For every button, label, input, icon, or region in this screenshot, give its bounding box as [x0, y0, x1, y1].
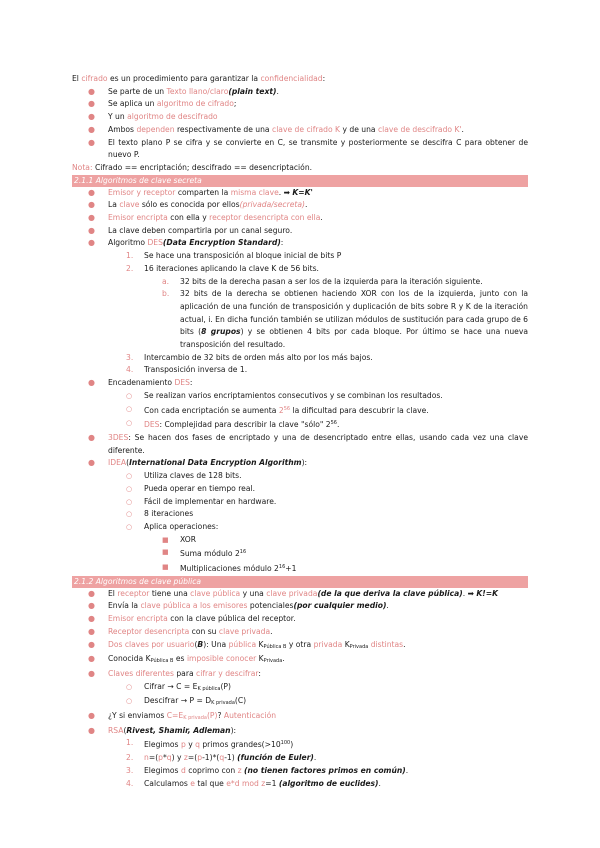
- list-item: [72, 237, 528, 250]
- step-number: 2.: [126, 753, 134, 763]
- text: International Data Encryption Algorithm: [129, 458, 302, 468]
- text: Se aplica un: [108, 99, 155, 109]
- text: respectivamente de una: [176, 124, 270, 134]
- note-paragraph: [72, 162, 528, 175]
- text: Se hace una transposición al bloque inicial de bits P: [144, 251, 342, 261]
- text: 8 iteraciones: [144, 509, 194, 519]
- list-item: [72, 86, 528, 99]
- bullet-icon: ●: [88, 654, 95, 664]
- text: Con cada encriptación se aumenta: [144, 405, 277, 415]
- text: C=E: [166, 711, 184, 721]
- text: :: [322, 74, 326, 83]
- list-item: [72, 521, 528, 534]
- list-item: [72, 653, 528, 668]
- text: algoritmo de descifrado: [127, 112, 218, 122]
- text: clave pública a los emisores: [140, 601, 248, 611]
- text: q: [166, 753, 172, 763]
- note-text: Cifrado == encriptación; descifrado == desencriptación.: [94, 162, 313, 172]
- text: .: [270, 626, 273, 636]
- text: ) y se obtienen 4 bits por cada bloque. Por último se hace una nueva transposición del resultado.: [180, 327, 529, 350]
- text: Claves diferentes: [108, 668, 174, 678]
- text: Intercambio de 32 bits de orden más alto por los más bajos.: [144, 352, 373, 362]
- text: DES: [144, 420, 160, 430]
- bullet-icon: ●: [88, 725, 95, 735]
- text: e: [190, 778, 195, 788]
- bullet-icon: ●: [88, 124, 95, 134]
- bullet-icon: ●: [88, 187, 95, 197]
- list-item: [72, 737, 528, 752]
- text: potenciales: [249, 601, 294, 611]
- text: ?: [217, 711, 222, 721]
- text: ): [290, 740, 294, 750]
- text: receptor desencripta con ella: [209, 213, 321, 223]
- subscript: K privada: [211, 700, 235, 707]
- text: Elegimos: [144, 740, 179, 750]
- circle-bullet-icon: ○: [126, 510, 133, 519]
- circle-bullet-icon: ○: [126, 391, 133, 400]
- text: Se parte de un: [108, 86, 165, 96]
- text: e*d mod z: [226, 778, 266, 788]
- text: p: [180, 740, 186, 750]
- text: 3DES: [108, 432, 129, 442]
- text: (: [123, 725, 127, 735]
- text: .: [378, 778, 381, 788]
- text: para: [176, 668, 194, 678]
- term-confidencialidad: confidencialidad: [260, 74, 323, 83]
- list-item: [72, 212, 528, 225]
- text: d: [180, 765, 186, 775]
- bullet-icon: ●: [88, 626, 95, 636]
- public-key-list: [72, 588, 528, 738]
- text: tiene una: [151, 588, 188, 598]
- text: dependen: [136, 124, 175, 134]
- list-item: [72, 403, 528, 418]
- text: Rivest, Shamir, Adleman: [126, 725, 231, 735]
- square-bullet-icon: ■: [162, 563, 169, 572]
- bullet-icon: ●: [88, 458, 95, 468]
- text: : Se hacen dos fases de encriptado y una de desencriptado entre ellas, usando cada vez una clave diferente.: [108, 432, 528, 455]
- list-item: [72, 681, 528, 696]
- text: .: [461, 124, 464, 134]
- list-item: [72, 600, 528, 613]
- text: (función de Euler): [237, 753, 314, 763]
- text: K: [258, 639, 264, 649]
- text: Elegimos: [144, 765, 179, 775]
- text: tal que: [197, 778, 224, 788]
- text: misma clave: [230, 187, 279, 197]
- list-item: [72, 199, 528, 212]
- text: algoritmo de cifrado: [156, 99, 234, 109]
- des-steps: [72, 250, 528, 377]
- text: (Data Encryption Standard): [162, 238, 281, 248]
- text: clave pública: [190, 588, 241, 598]
- text: : Complejidad para describir la clave "sólo" 2: [159, 420, 331, 430]
- text: :: [258, 668, 261, 678]
- list-item: [72, 710, 528, 725]
- list-item: [72, 483, 528, 496]
- text: z: [237, 765, 242, 775]
- text: *: [162, 753, 167, 763]
- list-item: [72, 534, 528, 547]
- circle-bullet-icon: ○: [126, 697, 133, 706]
- list-item: [72, 546, 528, 561]
- bullet-icon: ●: [88, 432, 95, 442]
- text: (no tienen factores primos en común): [244, 765, 406, 775]
- list-item: [72, 352, 528, 365]
- list-item: [72, 276, 528, 289]
- square-bullet-icon: ■: [162, 535, 169, 544]
- text: 8 grupos: [201, 327, 241, 337]
- bullet-icon: ●: [88, 225, 95, 235]
- step-number: 3.: [126, 765, 134, 775]
- bullet-icon: ●: [88, 112, 95, 122]
- circle-bullet-icon: ○: [126, 404, 133, 413]
- section-heading-clave-publica: 2.1.2 Algoritmos de clave pública: [72, 576, 528, 588]
- text: receptor: [117, 588, 150, 598]
- bullet-icon: ●: [88, 711, 95, 721]
- text: con su: [191, 626, 217, 636]
- text: q: [219, 753, 225, 763]
- list-item: [72, 263, 528, 276]
- bullet-icon: ●: [88, 378, 95, 388]
- text: K!=K: [476, 588, 498, 598]
- term-cifrado: cifrado: [81, 74, 108, 83]
- secret-key-list: [72, 187, 528, 251]
- superscript: 56: [283, 405, 291, 412]
- text: -1)*(: [202, 753, 220, 763]
- list-item: [72, 639, 528, 654]
- text: Encadenamiento: [108, 378, 173, 388]
- text: DES: [174, 378, 190, 388]
- bullet-icon: ●: [88, 99, 95, 109]
- text: ): Una: [203, 639, 227, 649]
- text: Emisor encripta: [108, 614, 168, 624]
- text: XOR: [180, 534, 196, 544]
- text: comparten la: [177, 187, 229, 197]
- text: Descifrar → P = D: [144, 696, 212, 706]
- text: Ambos: [108, 124, 135, 134]
- text: Transposición inversa de 1.: [144, 365, 248, 375]
- bullet-icon: ●: [88, 601, 95, 611]
- list-item: [72, 288, 528, 352]
- text: K=K': [292, 187, 313, 197]
- text: Emisor encripta: [108, 213, 168, 223]
- text: Texto llano/claro: [166, 86, 229, 96]
- list-item: [72, 137, 528, 162]
- step-number: 4.: [126, 365, 134, 375]
- text: El: [108, 588, 115, 598]
- intro-paragraph: [72, 73, 528, 86]
- text: (: [126, 458, 130, 468]
- section-heading-clave-secreta: 2.1.1 Algoritmos de clave secreta: [72, 175, 528, 187]
- text: y: [188, 740, 193, 750]
- text: privada: [313, 639, 343, 649]
- text: K: [258, 654, 264, 664]
- text: Receptor desencripta: [108, 626, 190, 636]
- text: q: [195, 740, 200, 750]
- text: Aplica operaciones:: [144, 521, 219, 531]
- text: es: [175, 654, 185, 664]
- list-item: [72, 250, 528, 263]
- text: Algoritmo: [108, 238, 146, 248]
- step-number: 1.: [126, 738, 134, 748]
- text: .: [320, 213, 323, 223]
- text: (de la que deriva la clave pública): [317, 588, 463, 598]
- text: Cifrar → C = E: [144, 681, 198, 691]
- step-number: 2.: [126, 263, 134, 273]
- list-item: [72, 613, 528, 626]
- text: 32 bits de la derecha se obtienen haciendo XOR con los de la izquierda, junto con la aplicación de una función de transposición y duplicación de bits sobre R y K de la iteración actual, i. En dicha función también se utilizan módulos de sustitución para cada grupo de 6 bits (: [180, 289, 528, 337]
- list-item: [72, 752, 528, 765]
- step-number: 3.: [126, 352, 134, 362]
- text: .: [313, 753, 317, 763]
- rsa-steps: [72, 737, 528, 790]
- note-label: Nota:: [72, 162, 93, 172]
- text: .: [386, 601, 389, 611]
- text: Calculamos: [144, 778, 188, 788]
- text: y de una: [342, 124, 376, 134]
- list-item: [72, 470, 528, 483]
- subscript: Privada: [263, 658, 283, 665]
- list-item: [72, 390, 528, 403]
- text: El: [72, 74, 79, 83]
- circle-bullet-icon: ○: [126, 522, 133, 531]
- text: coprimo con: [188, 765, 236, 775]
- list-item: [72, 626, 528, 639]
- text: con la clave pública del receptor.: [170, 614, 296, 624]
- circle-bullet-icon: ○: [126, 484, 133, 493]
- text: (privada/secreta): [239, 200, 305, 210]
- list-item: [72, 695, 528, 710]
- text: .: [336, 420, 340, 430]
- superscript: 100: [280, 740, 291, 747]
- text: Emisor y receptor: [108, 187, 176, 197]
- text: y una: [242, 588, 264, 598]
- text: (P): [220, 681, 231, 691]
- text: ;: [233, 99, 237, 109]
- bullet-icon: ●: [88, 213, 95, 223]
- text: .: [278, 187, 282, 197]
- text: sólo es conocida por ellos: [141, 200, 240, 210]
- text: (C): [234, 696, 247, 706]
- text: .: [305, 200, 308, 210]
- list-item: [72, 111, 528, 124]
- list-item: [72, 561, 528, 576]
- list-item: [72, 588, 528, 601]
- intro-list: [72, 86, 528, 162]
- superscript: 16: [239, 549, 247, 556]
- text: clave privada: [266, 588, 318, 598]
- text: Se realizan varios encriptamientos consecutivos y se combinan los resultados.: [144, 390, 443, 400]
- bullet-icon: ●: [88, 137, 95, 147]
- text: es un procedimiento para garantizar la: [109, 74, 259, 83]
- text: La clave deben compartirla por un canal seguro.: [108, 225, 293, 235]
- arrow-icon: ➡: [467, 588, 474, 598]
- subscript: Pública B: [150, 658, 174, 665]
- text: cifrar y descifrar: [196, 668, 259, 678]
- text: Fácil de implementar en hardware.: [144, 496, 277, 506]
- circle-bullet-icon: ○: [126, 497, 133, 506]
- text: y otra: [288, 639, 312, 649]
- step-letter: a.: [162, 276, 170, 286]
- text: p: [158, 753, 163, 763]
- document-page: [72, 73, 528, 790]
- text: distintas: [370, 639, 404, 649]
- bullet-icon: ●: [88, 86, 95, 96]
- bullet-icon: ●: [88, 668, 95, 678]
- text: =(: [187, 753, 198, 763]
- text: =1: [265, 778, 277, 788]
- arrow-icon: ➡: [283, 187, 290, 197]
- subscript: Pública B: [263, 643, 287, 650]
- text: Autenticación: [223, 711, 277, 721]
- text: imposible conocer: [186, 654, 257, 664]
- text: ):: [230, 725, 237, 735]
- list-item: [72, 124, 528, 137]
- superscript: 56: [330, 420, 337, 427]
- step-number: 1.: [126, 251, 134, 261]
- text: Conocida K: [108, 654, 151, 664]
- circle-bullet-icon: ○: [126, 419, 133, 428]
- text: Dos claves por usuario: [108, 639, 195, 649]
- step-letter: b.: [162, 289, 170, 299]
- secret-key-list-2: [72, 377, 528, 576]
- superscript: 16: [278, 564, 286, 571]
- circle-bullet-icon: ○: [126, 472, 133, 481]
- text: Pueda operar en tiempo real.: [144, 483, 256, 493]
- text: -1): [224, 753, 235, 763]
- step-number: 4.: [126, 778, 134, 788]
- bullet-icon: ●: [88, 238, 95, 248]
- text: p: [197, 753, 203, 763]
- text: .: [462, 588, 466, 598]
- subscript: K privada: [183, 715, 207, 722]
- text: ):: [301, 458, 308, 468]
- list-item: [72, 364, 528, 377]
- list-item: [72, 377, 528, 390]
- text: +1: [285, 564, 297, 574]
- text: clave de descifrado K': [377, 124, 462, 134]
- text: (algoritmo de euclides): [278, 778, 379, 788]
- bullet-icon: ●: [88, 614, 95, 624]
- text: ¿Y si enviamos: [108, 711, 165, 721]
- text: Suma módulo 2: [180, 549, 240, 559]
- text: La: [108, 200, 117, 210]
- text: (por cualquier medio): [293, 601, 387, 611]
- text: Multiplicaciones módulo 2: [180, 564, 279, 574]
- list-item: [72, 496, 528, 509]
- text: K: [344, 639, 350, 649]
- text: 32 bits de la derecha pasan a ser los de la izquierda para la iteración siguiente.: [180, 276, 483, 286]
- bullet-icon: ●: [88, 200, 95, 210]
- text: la dificultad para descubrir la clave.: [292, 405, 429, 415]
- text: RSA: [108, 725, 124, 735]
- text: con ella y: [170, 213, 207, 223]
- text: z: [183, 753, 188, 763]
- list-item: [72, 98, 528, 111]
- list-item: [72, 417, 528, 432]
- list-item: [72, 225, 528, 238]
- text: .: [276, 86, 279, 96]
- list-item: [72, 187, 528, 200]
- text: IDEA: [108, 458, 127, 468]
- text: 16 iteraciones aplicando la clave K de 56 bits.: [144, 263, 319, 273]
- text: B: [197, 639, 204, 649]
- text: pública: [228, 639, 257, 649]
- bullet-icon: ●: [88, 639, 95, 649]
- text: 2: [278, 405, 284, 415]
- list-item: [72, 508, 528, 521]
- square-bullet-icon: ■: [162, 548, 169, 557]
- text: .: [403, 639, 406, 649]
- circle-bullet-icon: ○: [126, 682, 133, 691]
- text: :: [280, 238, 284, 248]
- text: clave privada: [218, 626, 271, 636]
- subscript: Privada: [349, 643, 369, 650]
- list-item: [72, 778, 528, 791]
- text: .: [405, 765, 409, 775]
- text: (: [194, 639, 198, 649]
- list-item: [72, 668, 528, 681]
- text: =(: [148, 753, 159, 763]
- text: DES: [147, 238, 163, 248]
- text: (P): [206, 711, 218, 721]
- list-item: [72, 765, 528, 778]
- text: .: [282, 654, 285, 664]
- text: Y un: [108, 112, 125, 122]
- text: ) y: [171, 753, 182, 763]
- text: clave de cifrado K: [272, 124, 341, 134]
- list-item: [72, 432, 528, 457]
- list-item: [72, 725, 528, 738]
- text: clave: [119, 200, 140, 210]
- subscript: K pública: [197, 685, 221, 692]
- text: El texto plano P se cifra y se convierte en C, se transmite y posteriormente se descifra C para obtener de nuevo P.: [108, 137, 528, 160]
- text: Utiliza claves de 128 bits.: [144, 471, 242, 481]
- text: :: [189, 378, 193, 388]
- text: Envía la: [108, 601, 139, 611]
- list-item: [72, 457, 528, 470]
- text: n: [144, 753, 149, 763]
- text: (plain text): [228, 86, 277, 96]
- text: primos grandes(>10: [202, 740, 281, 750]
- bullet-icon: ●: [88, 588, 95, 598]
